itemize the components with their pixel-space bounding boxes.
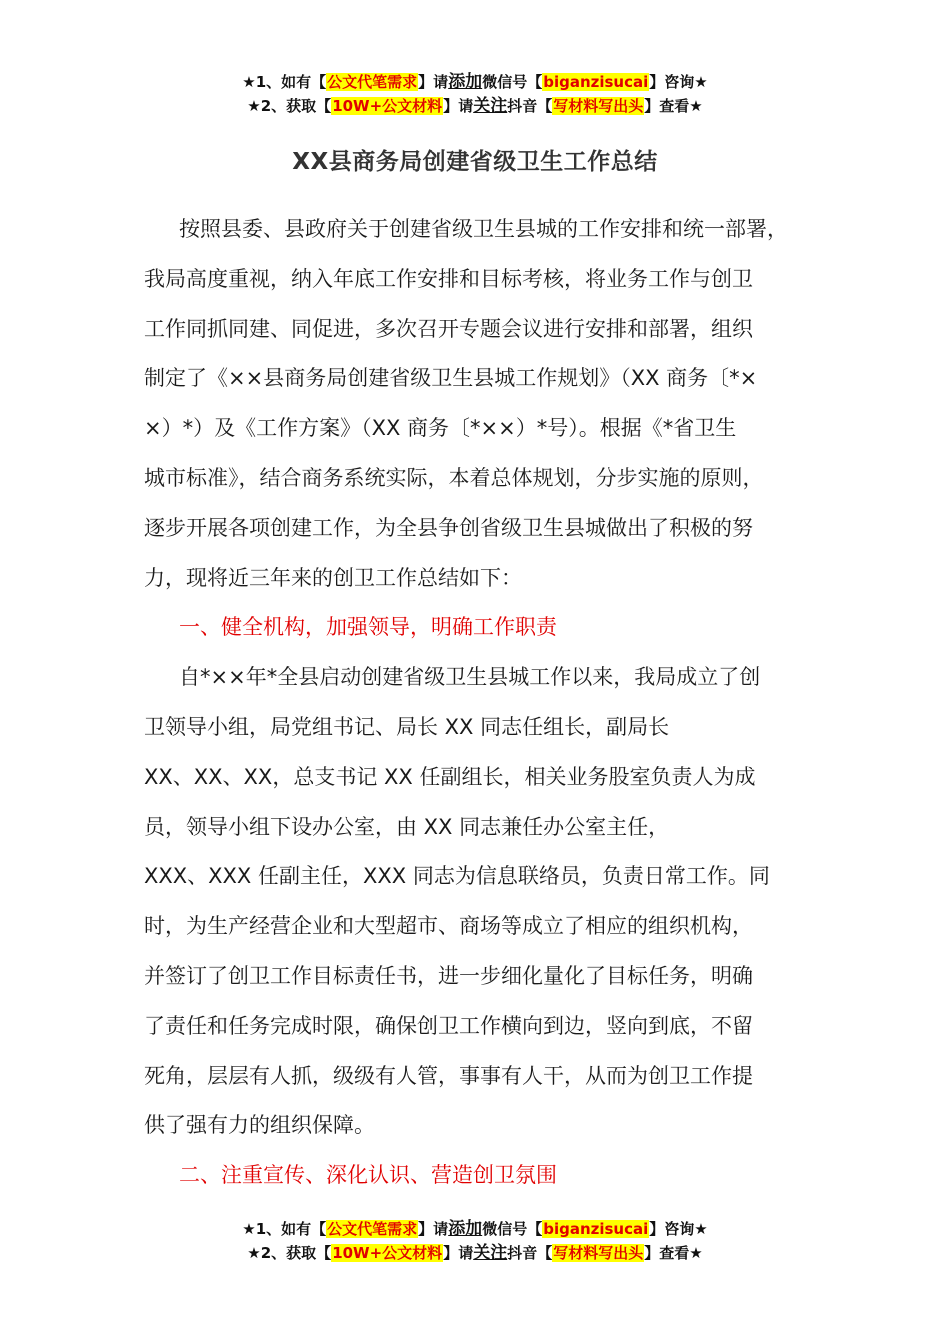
promo-text: 】查看★ — [644, 97, 703, 115]
promo-wechat-id: biganzisucai — [543, 73, 649, 91]
promo-line-2 — [0, 94, 950, 118]
promo-text: ★1、如有【 — [242, 73, 327, 91]
promo-text: 】查看★ — [644, 1244, 703, 1262]
paragraph-line: XX、XX、XX，总支书记 XX 任副组长，相关业务股室负责人为成 — [144, 764, 756, 789]
promo-text: 】咨询★ — [649, 1220, 708, 1238]
promo-highlight: 10W+公文材料 — [332, 1244, 443, 1262]
promo-text: ★2、获取【 — [247, 97, 332, 115]
paragraph-line: 城市标准》，结合商务系统实际，本着总体规划，分步实施的原则， — [144, 465, 764, 490]
promo-emphasis: 关注 — [473, 96, 508, 116]
promo-emphasis: 添加 — [448, 72, 483, 92]
section-heading-1: 一、健全机构，加强领导，明确工作职责 — [179, 615, 557, 640]
paragraph-line: 员，领导小组下设办公室，由 XX 同志兼任办公室主任， — [144, 814, 670, 839]
paragraph-line: 自*××年*全县启动创建省级卫生县城工作以来，我局成立了创 — [179, 665, 761, 690]
paragraph-line: 并签订了创卫工作目标责任书，进一步细化量化了目标任务，明确 — [144, 963, 753, 988]
paragraph-line: 按照县委、县政府关于创建省级卫生县城的工作安排和统一部署， — [179, 217, 788, 241]
paragraph-line: 力，现将近三年来的创卫工作总结如下： — [144, 565, 522, 590]
document-body — [144, 205, 808, 1201]
promo-line-2 — [0, 1241, 950, 1265]
promo-highlight: 公文代笔需求 — [327, 73, 418, 91]
paragraph-line: 时，为生产经营企业和大型超市、商场等成立了相应的组织机构， — [144, 914, 753, 939]
paragraph-line: 卫领导小组，局党组书记、局长 XX 同志任组长，副局长 — [144, 714, 670, 739]
promo-highlight: 10W+公文材料 — [332, 97, 443, 115]
promo-text: ★1、如有【 — [242, 1220, 327, 1238]
paragraph-line: 制定了《××县商务局创建省级卫生县城工作规划》（XX 商务〔*× — [144, 366, 758, 391]
promo-emphasis: 添加 — [448, 1219, 483, 1239]
paragraph-line: 供了强有力的组织保障。 — [144, 1113, 375, 1138]
paragraph-line: ×）*）及《工作方案》（XX 商务〔*××）*号）。根据《*省卫生 — [144, 416, 737, 441]
promo-text: 】咨询★ — [649, 73, 708, 91]
promo-emphasis: 关注 — [473, 1243, 508, 1263]
paragraph-line: 逐步开展各项创建工作，为全县争创省级卫生县城做出了积极的努 — [144, 515, 753, 540]
paragraph-line: 工作同抓同建、同促进，多次召开专题会议进行安排和部署，组织 — [144, 316, 753, 341]
promo-line-1 — [0, 70, 950, 94]
promo-text: 】请 — [418, 1220, 449, 1238]
promo-douyin-id: 写材料写出头 — [553, 97, 644, 115]
paragraph-line: 死角，层层有人抓，级级有人管，事事有人干，从而为创卫工作提 — [144, 1063, 753, 1088]
promo-text: 微信号【 — [482, 1220, 543, 1238]
promo-text: 】请 — [443, 97, 474, 115]
promo-text: 抖音【 — [507, 97, 553, 115]
promo-wechat-id: biganzisucai — [543, 1220, 649, 1238]
promo-text: 抖音【 — [507, 1244, 553, 1262]
promo-text: ★2、获取【 — [247, 1244, 332, 1262]
promo-text: 微信号【 — [482, 73, 543, 91]
promo-douyin-id: 写材料写出头 — [553, 1244, 644, 1262]
document-title: XX县商务局创建省级卫生工作总结 — [292, 149, 658, 175]
paragraph-line: 我局高度重视，纳入年底工作安排和目标考核，将业务工作与创卫 — [144, 266, 753, 291]
paragraph-line: 了责任和任务完成时限，确保创卫工作横向到边，竖向到底，不留 — [144, 1013, 753, 1038]
promo-highlight: 公文代笔需求 — [327, 1220, 418, 1238]
paragraph-line: XXX、XXX 任副主任，XXX 同志为信息联络员，负责日常工作。同 — [144, 864, 770, 889]
section-heading-2: 二、注重宣传、深化认识、营造创卫氛围 — [179, 1163, 557, 1188]
promo-text: 】请 — [418, 73, 449, 91]
footer-promo-banner — [0, 1217, 950, 1265]
promo-line-1 — [0, 1217, 950, 1241]
header-promo-banner — [0, 70, 950, 118]
promo-text: 】请 — [443, 1244, 474, 1262]
